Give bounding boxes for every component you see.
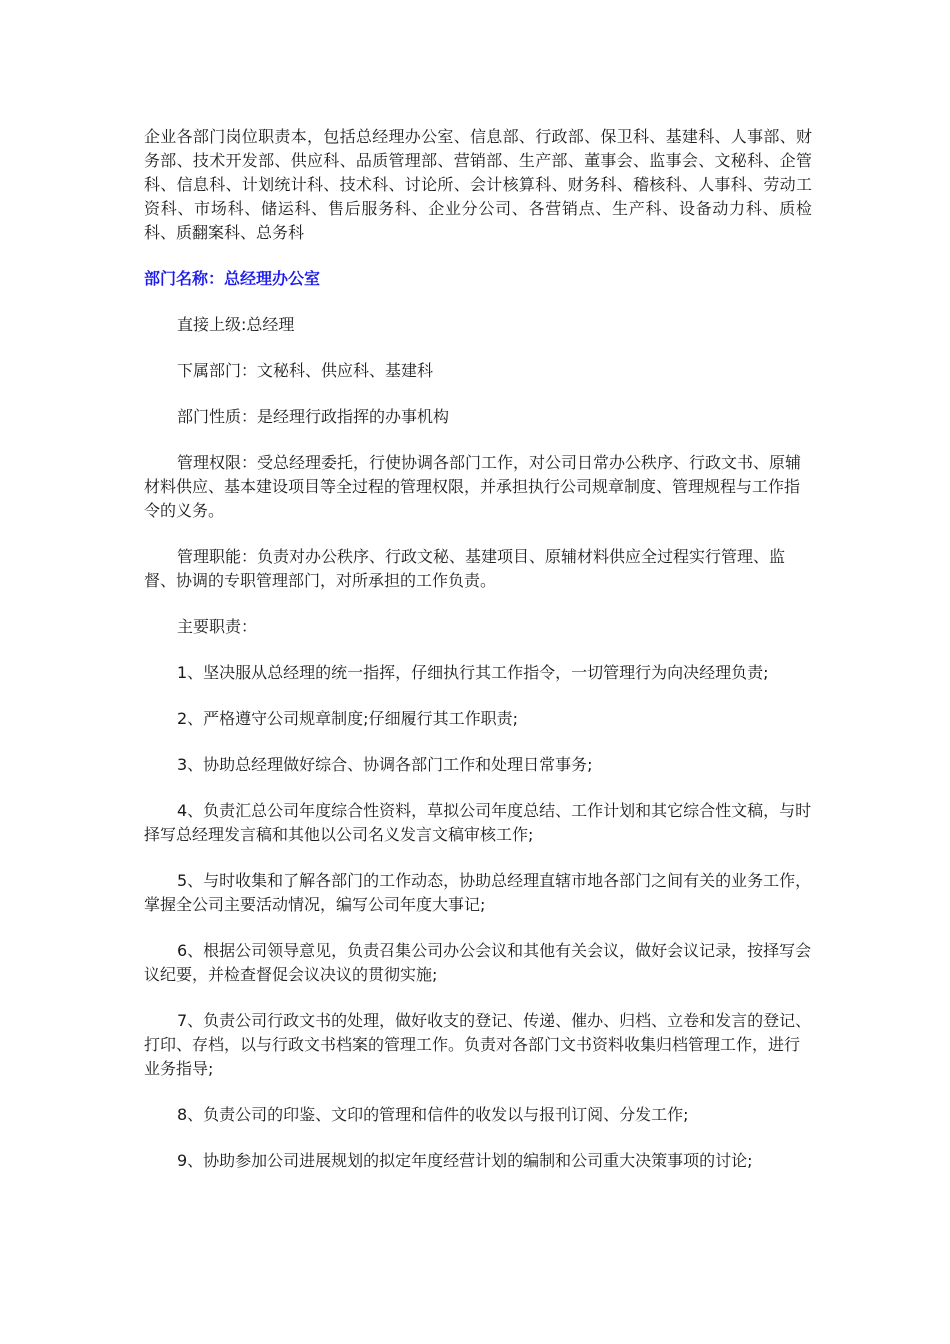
duty-item: 5、与时收集和了解各部门的工作动态，协助总经理直辖市地各部门之间有关的业务工作，掌握全公司主要活动情况，编写公司年度大事记; — [144, 871, 812, 914]
duty-item: 6、根据公司领导意见，负责召集公司办公会议和其他有关会议，做好会议记录，按择写会议纪要，并检查督促会议决议的贯彻实施; — [144, 941, 812, 984]
superior-line: 直接上级:总经理 — [177, 315, 295, 334]
duty-item: 2、严格遵守公司规章制度;仔细履行其工作职责; — [177, 709, 518, 728]
duty-item: 4、负责汇总公司年度综合性资料，草拟公司年度总结、工作计划和其它综合性文稿，与时择写总经理发言稿和其他以公司名义发言文稿审核工作; — [144, 801, 812, 844]
duty-item: 1、坚决服从总经理的统一指挥，仔细执行其工作指令，一切管理行为向决经理负责; — [177, 663, 769, 682]
duties-label: 主要职责： — [177, 617, 258, 636]
duty-item: 7、负责公司行政文书的处理，做好收支的登记、传递、催办、归档、立卷和发言的登记、打印、存档，以与行政文书档案的管理工作。负责对各部门文书资料收集归档管理工作，进行业务指导; — [144, 1011, 812, 1078]
authority-paragraph: 管理权限：受总经理委托，行使协调各部门工作，对公司日常办公秩序、行政文书、原辅材料供应、基本建设项目等全过程的管理权限，并承担执行公司规章制度、管理规程与工作指令的义务。 — [144, 453, 802, 520]
document-page — [144, 125, 812, 1195]
department-heading: 部门名称：总经理办公室 — [144, 269, 321, 288]
nature-line: 部门性质：是经理行政指挥的办事机构 — [177, 407, 450, 426]
duty-item: 8、负责公司的印鉴、文印的管理和信件的收发以与报刊订阅、分发工作; — [177, 1105, 689, 1124]
intro-paragraph: 企业各部门岗位职责本，包括总经理办公室、信息部、行政部、保卫科、基建科、人事部、财务部、技术开发部、供应科、品质管理部、营销部、生产部、董事会、监事会、文秘科、企管科、信息科、计划统计科、技术科、讨论所、会计核算科、财务科、稽核科、人事科、劳动工资科、市场科、储运科、售后服务科、企业分公司、各营销点、生产科、设备动力科、质检科、质翻案科、总务科 — [144, 127, 812, 242]
function-paragraph: 管理职能：负责对办公秩序、行政文秘、基建项目、原辅材料供应全过程实行管理、监督、协调的专职管理部门，对所承担的工作负责。 — [144, 547, 786, 590]
subordinates-line: 下属部门：文秘科、供应科、基建科 — [177, 361, 434, 380]
duty-item: 9、协助参加公司进展规划的拟定年度经营计划的编制和公司重大决策事项的讨论; — [177, 1151, 753, 1170]
duty-item: 3、协助总经理做好综合、协调各部门工作和处理日常事务; — [177, 755, 593, 774]
